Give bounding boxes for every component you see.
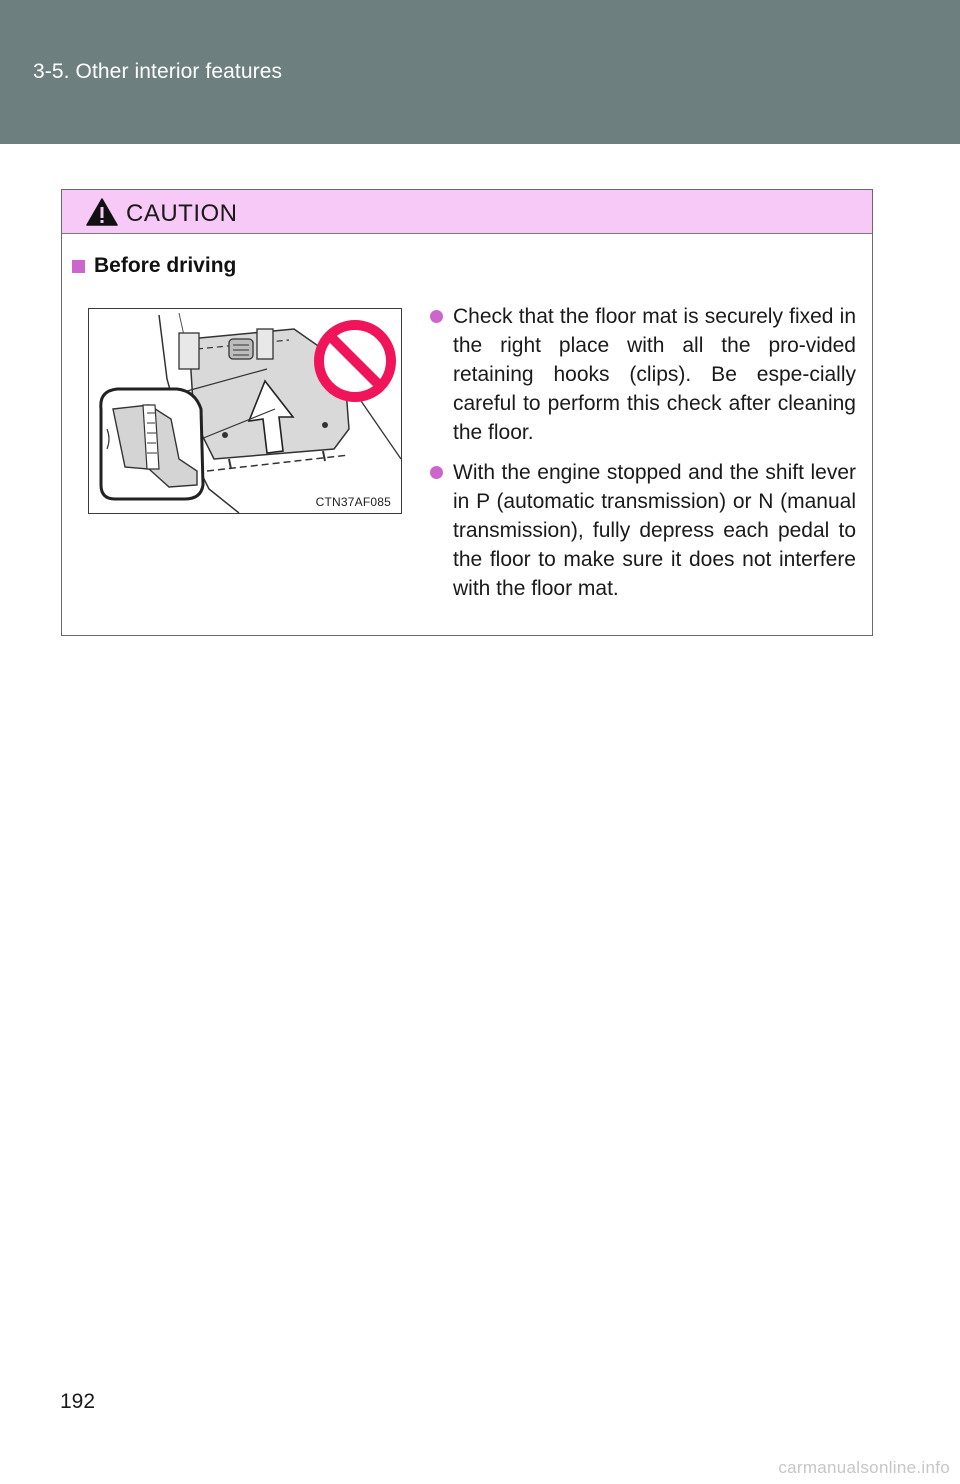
caution-header (62, 190, 872, 234)
figure-code: CTN37AF085 (315, 495, 391, 509)
floor-mat-drawing (89, 309, 401, 513)
caution-section-heading (72, 254, 236, 278)
caution-bullet-list (426, 302, 856, 614)
page-header (0, 0, 960, 144)
page-number: 192 (60, 1390, 96, 1413)
list-item (426, 458, 856, 603)
caution-box (61, 189, 873, 636)
bullet-text: Check that the floor mat is securely fixed in the right place with all the pro-vided retaining hooks (clips). Be espe-cially careful to perform this check after cleaning the floor. (453, 305, 856, 444)
square-bullet-icon (72, 260, 85, 273)
caution-label: CAUTION (126, 200, 238, 227)
bullet-text: With the engine stopped and the shift lever in P (automatic transmission) or N (manual transmission), fully depress each pedal to the floor to make sure it does not interfere with the floor mat. (453, 461, 856, 600)
circle-bullet-icon (430, 466, 443, 479)
section-title: 3-5. Other interior features (33, 60, 283, 83)
circle-bullet-icon (430, 310, 443, 323)
caution-section-heading-text: Before driving (94, 254, 237, 277)
list-item (426, 302, 856, 447)
watermark: carmanualsonline.info (778, 1458, 950, 1477)
floor-mat-illustration (88, 308, 402, 514)
warning-triangle-icon (86, 198, 118, 226)
